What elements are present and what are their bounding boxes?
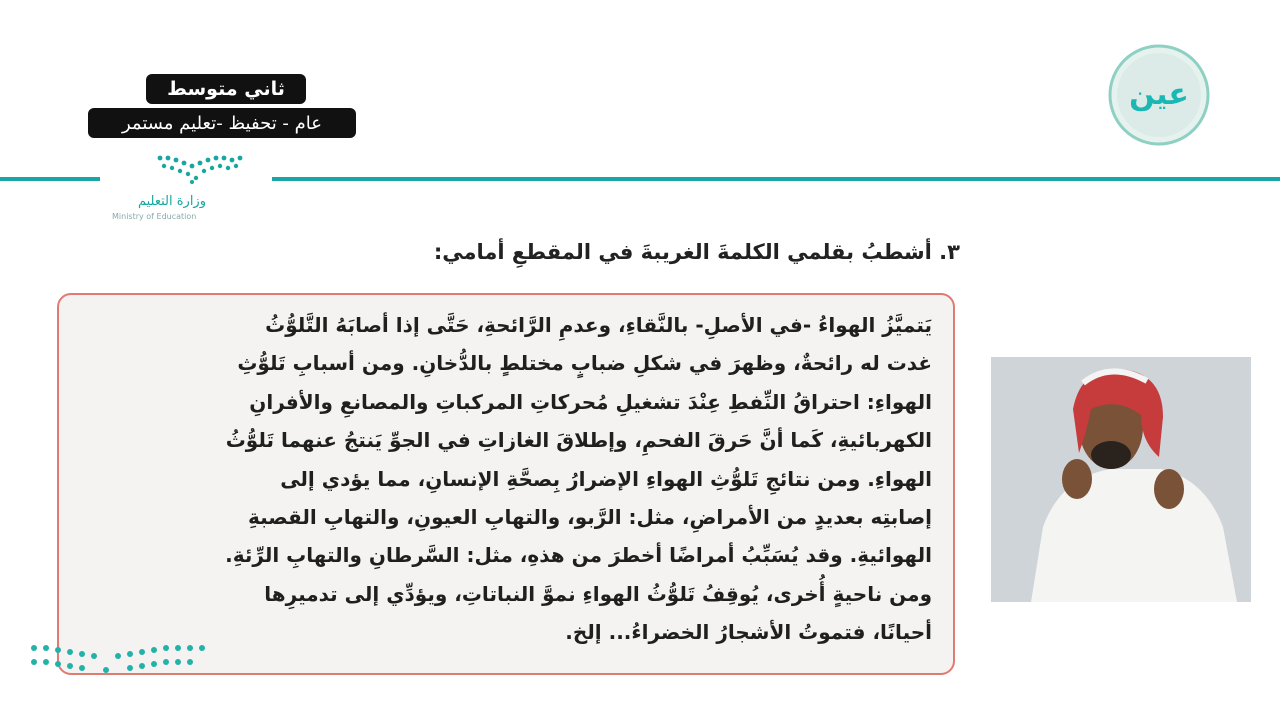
decorative-dots-icon [28, 640, 208, 680]
passage-text [84, 306, 932, 652]
channel-name: عين [1129, 77, 1189, 112]
ministry-name-en: Ministry of Education [112, 212, 197, 221]
passage-line: الهواءِ. ومن نتائجِ تَلوُّثِ الهواءِ الإضرارُ بِصحَّةِ الإنسانِ، مما يؤدي إلى [280, 466, 932, 491]
sign-language-interpreter-video [991, 357, 1251, 602]
interpreter-figure-icon [991, 357, 1251, 602]
track-label: عام - تحفيظ -تعليم مستمر [88, 108, 356, 138]
channel-logo-icon [1108, 44, 1210, 146]
passage-line: أحيانًا، فتموتُ الأشجارُ الخضراءُ... إلخ. [565, 620, 932, 645]
exercise-instruction: ٣. أشطبُ بقلمي الكلمةَ الغريبةَ في المقطعِ أمامي: [433, 240, 960, 264]
passage-line: إصابتِه بعديدٍ من الأمراضِ، مثل: الرَّبو، والتهابِ العيونِ، والتهابِ القصبةِ [247, 505, 932, 530]
passage-line: الهواءِ: احتراقُ النِّفطِ عِنْدَ تشغيلِ مُحركاتِ المركباتِ والمصانعِ والأفرانِ [249, 389, 932, 414]
passage-line: ومن ناحيةٍ أُخرى، يُوقِفُ تَلوُّثُ الهواءِ نموَّ النباتاتِ، ويؤدِّي إلى تدميرِها [264, 581, 932, 606]
header-divider-left [0, 177, 100, 181]
passage-line: غدت له رائحةٌ، وظهرَ في شكلِ ضبابٍ مختلطٍ بالدُّخانِ. ومن أسبابِ تَلوُّثِ [237, 351, 932, 376]
ministry-name-ar: وزارة التعليم [137, 194, 206, 209]
passage-line: يَتميَّزُ الهواءُ -في الأصلِ- بالنَّقاءِ، وعدمِ الرَّائحةِ، حَتَّى إذا أصابَهُ التَّلوُّثُ [265, 313, 932, 337]
header-divider-right [272, 177, 1280, 181]
passage-line: الكهربائيةِ، كَما أنَّ حَرقَ الفحمِ، وإطلاقَ الغازاتِ في الجوِّ يَنتجُ عنهما تَلوُّثُ [225, 428, 932, 453]
grade-label: ثاني متوسط [146, 74, 306, 104]
passage-line: الهوائيةِ. وقد يُسَبِّبُ أمراضًا أخطرَ من هذهِ، مثل: السَّرطانِ والتهابِ الرِّئةِ. [225, 543, 932, 568]
